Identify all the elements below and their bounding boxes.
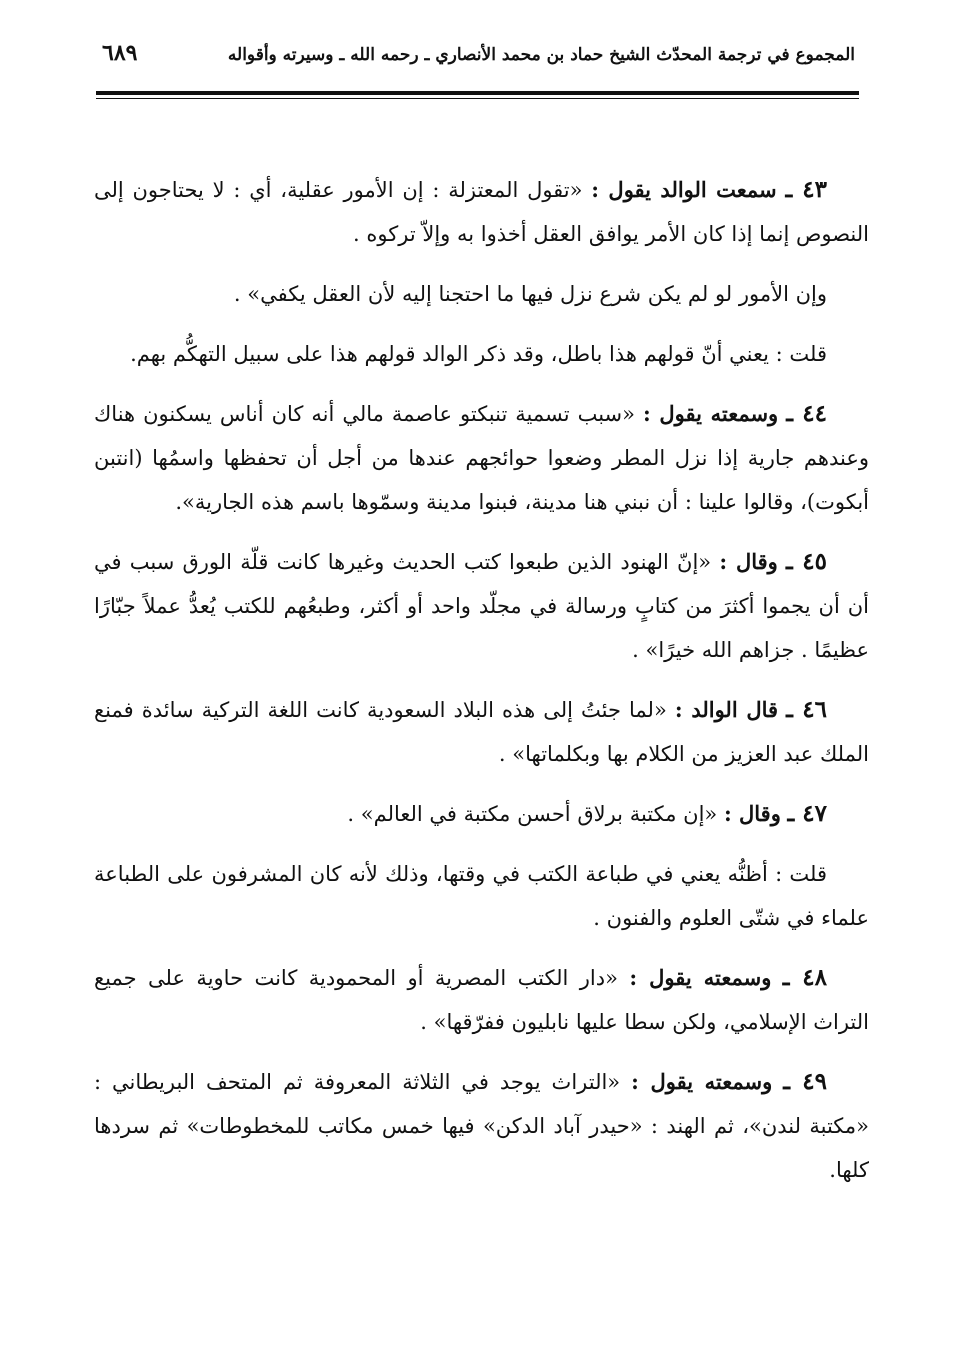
paragraph-number: ٤٥ ـ xyxy=(785,548,827,575)
paragraph-number: ٤٦ ـ xyxy=(786,696,827,723)
paragraph-text: قلت : أظنُّه يعني في طباعة الكتب في وقتها، وذلك لأنه كان المشرفون على الطباعة علماء في شتّى العلوم والفنون . xyxy=(94,862,869,930)
paragraph-48 xyxy=(94,956,869,1044)
paragraph-43 xyxy=(94,168,869,256)
paragraph-text: «سبب تسمية تنبكتو عاصمة مالي أنه كان أناس يسكنون هناك وعندهم جارية إذا نزل المطر وضعوا حوائجهم عندها من أجل أن تحفظها واسمُها (انتبن أبكوت)، وقالوا علينا : أن نبني هنا مدينة، فبنوا مدينة وسمّوها باسم هذه الجارية». xyxy=(94,402,869,514)
paragraph-44 xyxy=(94,392,869,524)
paragraph-lead: وقال : xyxy=(723,801,781,826)
paragraph-text: قلت : يعني أنّ قولهم هذا باطل، وقد ذكر الوالد قولهم هذا على سبيل التهكُّم بهم. xyxy=(130,342,827,366)
paragraph-lead: سمعت الوالد يقول : xyxy=(591,177,777,202)
paragraph-text: «دار الكتب المصرية أو المحمودية كانت حاوية على جميع التراث الإسلامي، ولكن سطا عليها نابليون ففرّقها» . xyxy=(94,966,869,1034)
paragraph-note xyxy=(94,332,869,376)
paragraph-text: «التراث يوجد في الثلاثة المعروفة ثم المتحف البريطاني : «مكتبة لندن»، ثم الهند : «حيدر آباد الدكن» فيها خمس مكاتب للمخطوطات» ثم سردها كلها. xyxy=(94,1070,869,1182)
paragraph-lead: وسمعته يقول : xyxy=(631,1069,773,1094)
paragraph-text: «لما جئتُ إلى هذه البلاد السعودية كانت اللغة التركية سائدة فمنع الملك عبد العزيز من الكلام بها وبكلماتها» . xyxy=(94,698,869,766)
paragraph-number: ٤٩ ـ xyxy=(783,1068,828,1095)
paragraph-note-2 xyxy=(94,852,869,940)
paragraph-lead: قال الوالد : xyxy=(674,697,779,722)
paragraph-number: ٤٤ ـ xyxy=(786,400,827,427)
paragraph-45 xyxy=(94,540,869,672)
paragraph-number: ٤٣ ـ xyxy=(785,176,827,203)
paragraph-43-continued xyxy=(94,272,869,316)
header-rule-thin xyxy=(96,98,859,99)
header-rule-thick xyxy=(96,91,859,95)
paragraph-46 xyxy=(94,688,869,776)
running-title: المجموع في ترجمة المحدّث الشيخ حماد بن محمد الأنصاري ـ رحمه الله ـ وسيرته وأقواله xyxy=(227,45,855,65)
paragraph-number: ٤٨ ـ xyxy=(782,964,827,991)
paragraph-lead: وقال : xyxy=(719,549,778,574)
paragraph-47 xyxy=(94,792,869,836)
paragraph-49 xyxy=(94,1060,869,1192)
paragraph-lead: وسمعته يقول : xyxy=(629,965,772,990)
paragraph-lead: وسمعته يقول : xyxy=(643,401,779,426)
running-header xyxy=(96,38,859,72)
paragraph-text: «إنّ الهنود الذين طبعوا كتب الحديث وغيرها كانت قلّة الورق سبب في أن أن يجموا أكثرَ من كتابٍ ورسالة في مجلّد واحد أو أكثر، وطبعُهم للكتب يُعدُّ عملاً جبّارًا عظيمًا . جزاهم الله خيرًا» . xyxy=(94,550,869,662)
paragraph-number: ٤٧ ـ xyxy=(787,800,827,827)
body-text xyxy=(94,168,869,1208)
paragraph-text: «إن مكتبة برلاق أحسن مكتبة في العالم» . xyxy=(347,802,718,826)
paragraph-text: وإن الأمور لو لم يكن شرع نزل فيها ما احتجنا إليه لأن العقل يكفي» . xyxy=(233,282,827,306)
paragraph-text: «تقول المعتزلة : إن الأمور عقلية، أي : لا يحتاجون إلى النصوص إنما إذا كان الأمر يوافق العقل أخذوا به وإلاّ تركوه . xyxy=(94,178,869,246)
page-number: ٦٨٩ xyxy=(102,40,138,66)
